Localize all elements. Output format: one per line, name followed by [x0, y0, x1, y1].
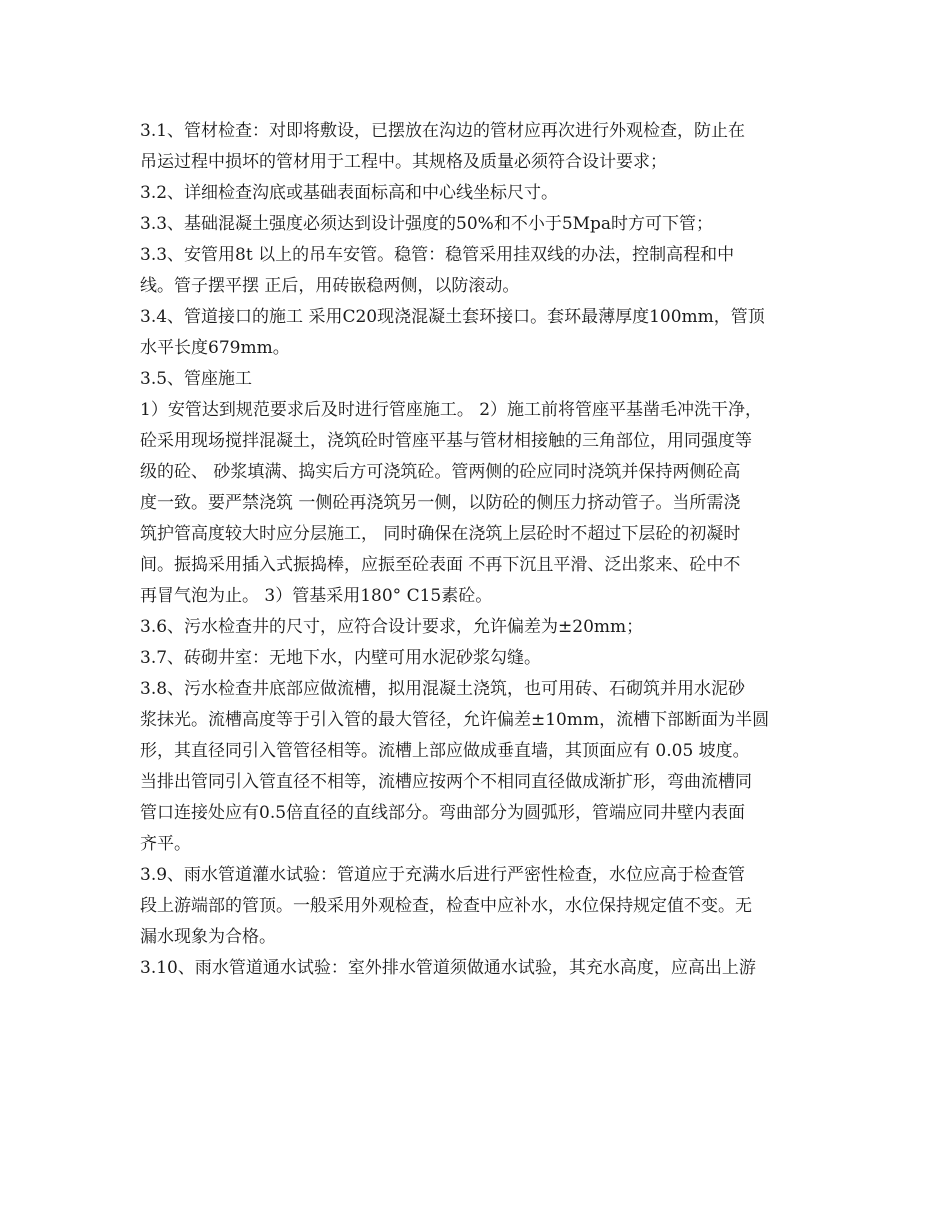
paragraph-pipe-seat: [140, 395, 820, 612]
text-line: 齐平。: [140, 834, 191, 854]
text-line: 3.1、管材检查：对即将敷设，已摆放在沟边的管材应再次进行外观检查，防止在: [140, 121, 746, 141]
paragraph-3-8: [140, 674, 820, 860]
text-line: 管口连接处应有0.5倍直径的直线部分。弯曲部分为圆弧形，管端应同井壁内表面: [140, 803, 746, 823]
text-line: 3.9、雨水管道灌水试验：管道应于充满水后进行严密性检查，水位应高于检查管: [140, 865, 746, 885]
text-line: 1）安管达到规范要求后及时进行管座施工。 2）施工前将管座平基凿毛冲洗干净，: [140, 400, 763, 420]
text-line: 3.5、管座施工: [140, 369, 253, 389]
text-line: 线。管子摆平摆 正后，用砖嵌稳两侧，以防滚动。: [140, 276, 520, 296]
text-line: 段上游端部的管顶。一般采用外观检查，检查中应补水，水位保持规定值不变。无: [140, 896, 752, 916]
text-line: 筑护管高度较大时应分层施工， 同时确保在浇筑上层砼时不超过下层砼的初凝时: [140, 524, 741, 544]
text-line: 度一致。要严禁浇筑 一侧砼再浇筑另一侧，以防砼的侧压力挤动管子。当所需浇: [140, 493, 741, 513]
text-line: 形，其直径同引入管管径相等。流槽上部应做成垂直墙，其顶面应有 0.05 坡度。: [140, 741, 750, 761]
text-line: 3.6、污水检查井的尺寸，应符合设计要求，允许偏差为±20mm；: [140, 617, 644, 637]
paragraph-3-4: [140, 302, 820, 364]
text-line: 级的砼、 砂浆填满、捣实后方可浇筑砼。管两侧的砼应同时浇筑并保持两侧砼高: [140, 462, 741, 482]
text-line: 间。振捣采用插入式振捣棒，应振至砼表面 不再下沉且平滑、泛出浆来、砼中不: [140, 555, 741, 575]
text-line: 3.3、基础混凝土强度必须达到设计强度的50%和不小于5Mpa时方可下管；: [140, 214, 714, 234]
text-line: 3.4、管道接口的施工 采用C20现浇混凝土套环接口。套环最薄厚度100mm，管顶: [140, 307, 765, 327]
paragraph-3-5-heading: [140, 364, 820, 395]
body-text: [140, 116, 820, 984]
text-line: 3.7、砖砌井室：无地下水，内壁可用水泥砂浆勾缝。: [140, 648, 542, 668]
paragraph-3-2: [140, 178, 820, 209]
paragraph-3-3-strength: [140, 209, 820, 240]
text-line: 漏水现象为合格。: [140, 927, 276, 947]
text-line: 3.3、安管用8t 以上的吊车安管。稳管：稳管采用挂双线的办法，控制高程和中: [140, 245, 735, 265]
paragraph-3-6: [140, 612, 820, 643]
text-line: 3.2、详细检查沟底或基础表面标高和中心线坐标尺寸。: [140, 183, 559, 203]
paragraph-3-3-installation: [140, 240, 820, 302]
paragraph-3-10: [140, 953, 820, 984]
text-line: 3.8、污水检查井底部应做流槽，拟用混凝土浇筑，也可用砖、石砌筑并用水泥砂: [140, 679, 746, 699]
paragraph-3-7: [140, 643, 820, 674]
text-line: 水平长度679mm。: [140, 338, 290, 358]
paragraph-3-1: [140, 116, 820, 178]
text-line: 3.10、雨水管道通水试验：室外排水管道须做通水试验，其充水高度，应高出上游: [140, 958, 756, 978]
text-line: 浆抹光。流槽高度等于引入管的最大管径，允许偏差±10mm，流槽下部断面为半圆: [140, 710, 770, 730]
text-line: 吊运过程中损坏的管材用于工程中。其规格及质量必须符合设计要求；: [140, 152, 667, 172]
text-line: 砼采用现场搅拌混凝土，浇筑砼时管座平基与管材相接触的三角部位，用同强度等: [140, 431, 752, 451]
paragraph-3-9: [140, 860, 820, 953]
text-line: 再冒气泡为止。 3）管基采用180° C15素砼。: [140, 586, 493, 606]
text-line: 当排出管同引入管直径不相等，流槽应按两个不相同直径做成渐扩形，弯曲流槽同: [140, 772, 752, 792]
